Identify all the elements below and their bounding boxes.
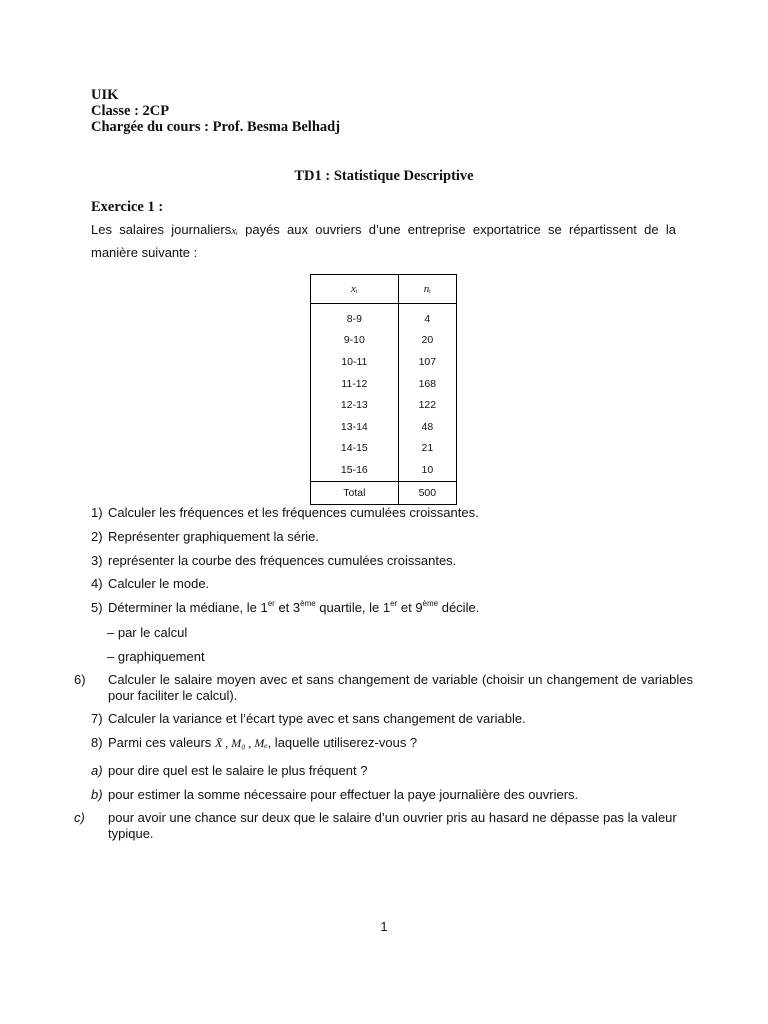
question-text: Parmi ces valeurs bbox=[108, 735, 212, 750]
table-header-row bbox=[311, 275, 457, 304]
cell-class: 9-10 bbox=[311, 330, 399, 352]
page-number: 1 bbox=[380, 919, 388, 934]
cell-count: 21 bbox=[398, 438, 456, 460]
question-7 bbox=[91, 711, 676, 727]
question-5-sub-2: – graphiquement bbox=[107, 649, 205, 664]
frequency-table bbox=[310, 274, 457, 505]
question-number: b) bbox=[91, 787, 103, 802]
question-number: 7) bbox=[91, 711, 103, 726]
table-row bbox=[311, 351, 457, 373]
cell-class: 10-11 bbox=[311, 351, 399, 373]
table-row bbox=[311, 304, 457, 330]
superscript: er bbox=[267, 599, 275, 608]
table-row bbox=[311, 416, 457, 438]
question-1 bbox=[91, 505, 676, 521]
exercise-intro bbox=[91, 219, 676, 263]
question-text: , laquelle utiliserez-vous ? bbox=[267, 735, 418, 750]
question-text: Calculer les fréquences et les fréquences cumulées croissantes. bbox=[108, 505, 479, 520]
question-text: et 3 bbox=[274, 600, 301, 615]
question-5-sub-1: – par le calcul bbox=[107, 625, 188, 640]
question-text: représenter la courbe des fréquences cumulées croissantes. bbox=[108, 553, 457, 568]
total-label: Total bbox=[311, 481, 399, 504]
professor-label: Chargée du cours : Prof. Besma Belhadj bbox=[91, 119, 341, 135]
question-text: Calculer la variance et l’écart type avec et sans changement de variable. bbox=[108, 711, 526, 726]
class-label: Classe : 2CP bbox=[91, 103, 170, 119]
cell-count: 168 bbox=[398, 373, 456, 395]
intro-part-a: Les salaires journaliers bbox=[91, 222, 232, 237]
question-3 bbox=[91, 553, 676, 569]
question-number: a) bbox=[91, 763, 103, 778]
question-number: 8) bbox=[91, 735, 103, 750]
question-text: quartile, le 1 bbox=[315, 600, 391, 615]
superscript: ème bbox=[300, 599, 316, 608]
question-text: décile. bbox=[438, 600, 480, 615]
question-text: pour dire quel est le salaire le plus fréquent ? bbox=[108, 763, 368, 778]
question-number: 1) bbox=[91, 505, 103, 520]
question-number: 6) bbox=[74, 672, 86, 687]
question-text: Calculer le salaire moyen avec et sans changement de variable (choisir un changement de variables pour faciliter le calcul). bbox=[108, 672, 693, 703]
question-8 bbox=[91, 735, 676, 751]
cell-count: 20 bbox=[398, 330, 456, 352]
question-number: 4) bbox=[91, 576, 103, 591]
table-row bbox=[311, 459, 457, 481]
superscript: er bbox=[390, 599, 398, 608]
header-xi: xᵢ bbox=[311, 275, 399, 304]
exercise-heading: Exercice 1 : bbox=[91, 199, 164, 215]
cell-count: 122 bbox=[398, 394, 456, 416]
question-text: pour avoir une chance sur deux que le salaire d’un ouvrier pris au hasard ne dépasse pas la valeur typique. bbox=[108, 810, 677, 841]
statistic-symbols: X̄ , M₀ , Mₑ bbox=[214, 736, 268, 750]
table-total-row bbox=[311, 481, 457, 504]
cell-count: 10 bbox=[398, 459, 456, 481]
question-b bbox=[91, 787, 676, 803]
table-row bbox=[311, 394, 457, 416]
question-2 bbox=[91, 529, 676, 545]
cell-class: 13-14 bbox=[311, 416, 399, 438]
question-number: 5) bbox=[91, 600, 103, 615]
question-number: 2) bbox=[91, 529, 103, 544]
table-row bbox=[311, 330, 457, 352]
table-row bbox=[311, 438, 457, 460]
cell-class: 15-16 bbox=[311, 459, 399, 481]
cell-count: 48 bbox=[398, 416, 456, 438]
cell-class: 14-15 bbox=[311, 438, 399, 460]
cell-class: 11-12 bbox=[311, 373, 399, 395]
intro-variable: xᵢ bbox=[231, 225, 238, 237]
document-title: TD1 : Statistique Descriptive bbox=[294, 168, 474, 184]
question-text: et 9 bbox=[397, 600, 423, 615]
question-4 bbox=[91, 576, 676, 592]
question-text: pour estimer la somme nécessaire pour effectuer la paye journalière des ouvriers. bbox=[108, 787, 579, 802]
question-text: Déterminer la médiane, le 1 bbox=[108, 600, 268, 615]
question-text: Calculer le mode. bbox=[108, 576, 210, 591]
cell-class: 12-13 bbox=[311, 394, 399, 416]
total-value: 500 bbox=[398, 481, 456, 504]
question-c bbox=[74, 810, 693, 842]
table-row bbox=[311, 373, 457, 395]
school-name: UIK bbox=[91, 87, 119, 103]
cell-class: 8-9 bbox=[311, 304, 399, 330]
question-6 bbox=[74, 672, 693, 704]
question-number: c) bbox=[74, 810, 85, 825]
intro-part-b: payés aux ouvriers d’une entreprise exportatrice se répartissent de la manière suivante : bbox=[91, 222, 676, 260]
question-text: Représenter graphiquement la série. bbox=[108, 529, 320, 544]
cell-count: 107 bbox=[398, 351, 456, 373]
question-a bbox=[91, 763, 676, 779]
question-number: 3) bbox=[91, 553, 103, 568]
question-5 bbox=[91, 600, 676, 616]
superscript: ème bbox=[422, 599, 439, 608]
cell-count: 4 bbox=[398, 304, 456, 330]
header-ni: nᵢ bbox=[398, 275, 456, 304]
